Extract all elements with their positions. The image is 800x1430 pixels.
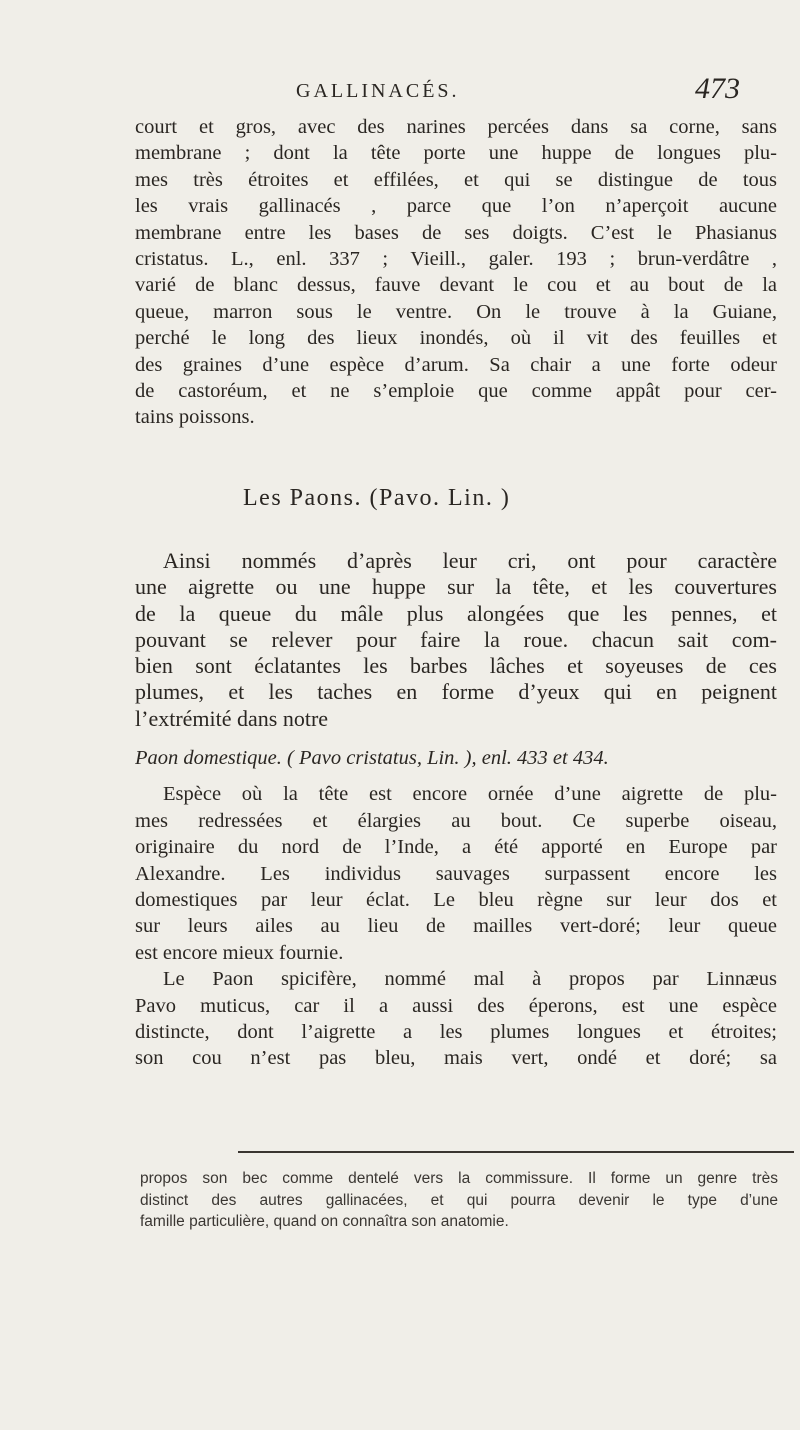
text-line: membrane entre les bases de ses doigts. C’est le Phasianus bbox=[135, 221, 777, 244]
paragraph-paon-domestique bbox=[135, 745, 777, 1072]
text-line: Alexandre. Les individus sauvages surpassent encore les bbox=[135, 862, 777, 885]
text-line: originaire du nord de l’Inde, a été apporté en Europe par bbox=[135, 836, 777, 859]
footnote-line: famille particulière, quand on connaîtra son anatomie. bbox=[140, 1213, 509, 1230]
text-line: Espèce où la tête est encore ornée d’une aigrette de plu- bbox=[163, 783, 777, 806]
paragraph-phasianus bbox=[135, 114, 777, 431]
text-line: de castoréum, et ne s’emploie que comme appât pour cer- bbox=[135, 380, 777, 403]
text-line: membrane ; dont la tête porte une huppe de longues plu- bbox=[135, 142, 777, 165]
footnote bbox=[140, 1168, 778, 1233]
section-latin-name: (Pavo. Lin. ) bbox=[369, 485, 511, 511]
footnote-line: propos son bec comme dentelé vers la commissure. Il forme un genre très bbox=[140, 1170, 778, 1187]
text-line: bien sont éclatantes les barbes lâches et soyeuses de ces bbox=[135, 653, 777, 679]
text-line: tains poissons. bbox=[135, 406, 255, 429]
footnote-line: distinct des autres gallinacées, et qui pourra devenir le type d’une bbox=[140, 1191, 778, 1209]
text-line: Pavo muticus, car il a aussi des éperons, est une espèce bbox=[135, 994, 777, 1017]
text-line: de la queue du mâle plus alongées que les pennes, et bbox=[135, 600, 777, 626]
text-line: pouvant se relever pour faire la roue. chacun sait com- bbox=[135, 626, 777, 652]
text-line: une aigrette ou une huppe sur la tête, et les couvertures bbox=[135, 574, 777, 600]
section-heading bbox=[243, 485, 510, 512]
text-line: cristatus. L., enl. 337 ; Vieill., galer. 193 ; brun-verdâtre , bbox=[135, 248, 777, 271]
text-line: sur leurs ailes au lieu de mailles vert-doré; leur queue bbox=[135, 915, 777, 938]
text-line: varié de blanc dessus, fauve devant le cou et au bout de la bbox=[135, 274, 777, 297]
text-line: Ainsi nommés d’après leur cri, ont pour caractère bbox=[163, 548, 777, 573]
text-line: des graines d’une espèce d’arum. Sa chair a une forte odeur bbox=[135, 353, 777, 376]
text-line: perché le long des lieux inondés, où il vit des feuilles et bbox=[135, 327, 777, 350]
text-line: Le Paon spicifère, nommé mal à propos par Linnæus bbox=[163, 968, 777, 991]
text-line: queue, marron sous le ventre. On le trouve à la Guiane, bbox=[135, 300, 777, 323]
text-line: domestiques par leur éclat. Le bleu règne sur leur dos et bbox=[135, 889, 777, 912]
species-title-line: Paon domestique. ( Pavo cristatus, Lin. ), enl. 433 et 434. bbox=[135, 747, 609, 769]
text-line: est encore mieux fournie. bbox=[135, 941, 344, 964]
running-title: GALLINACÉS. bbox=[296, 80, 460, 102]
page-number: 473 bbox=[695, 72, 740, 105]
text-line: son cou n’est pas bleu, mais vert, ondé et doré; sa bbox=[135, 1047, 777, 1070]
text-line: mes redressées et élargies au bout. Ce superbe oiseau, bbox=[135, 809, 777, 832]
text-line: mes très étroites et effilées, et qui se distingue de tous bbox=[135, 168, 777, 191]
text-line: court et gros, avec des narines percées dans sa corne, sans bbox=[135, 116, 777, 138]
text-line: les vrais gallinacés , parce que l’on n’aperçoit aucune bbox=[135, 195, 777, 218]
footnote-divider bbox=[238, 1151, 794, 1153]
paragraph-paons-intro bbox=[135, 548, 777, 732]
section-title: Les Paons. bbox=[243, 485, 362, 511]
text-line: l’extrémité dans notre bbox=[135, 705, 329, 731]
text-line: plumes, et les taches en forme d’yeux qui en peignent bbox=[135, 679, 777, 705]
text-line: distincte, dont l’aigrette a les plumes longues et étroites; bbox=[135, 1021, 777, 1044]
